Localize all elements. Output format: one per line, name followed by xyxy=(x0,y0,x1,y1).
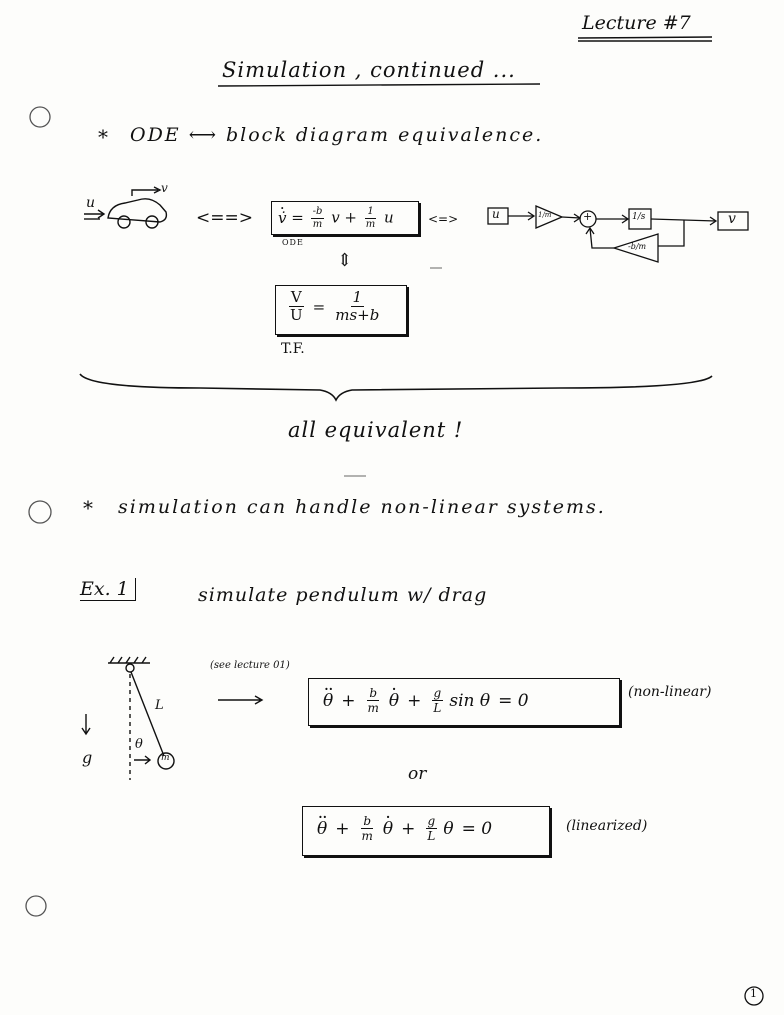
block-input-label: u xyxy=(492,207,500,221)
or-text: or xyxy=(408,764,427,784)
gravity-label: g xyxy=(82,748,93,767)
example-text: simulate pendulum w/ drag xyxy=(198,584,488,606)
binder-hole-2 xyxy=(29,501,51,523)
example-label: Ex. 1 xyxy=(80,578,136,601)
equiv-arrow-1: <==> xyxy=(196,208,253,228)
page-number: 1 xyxy=(750,987,757,1000)
frac-g-l: $\frac{g}{L}$ xyxy=(433,686,442,715)
equivalence-brace xyxy=(80,374,712,400)
nonlinear-label: (non-linear) xyxy=(628,684,712,700)
ode-equation xyxy=(278,207,394,230)
ode-frac-2: $\frac{1}{m}$ xyxy=(365,206,376,230)
linear-equation-box xyxy=(302,806,550,856)
sin-theta: sin θ xyxy=(449,690,491,711)
ode-frac-1: $\frac{-b}{m}$ xyxy=(312,206,323,230)
ode-v-term: v + xyxy=(331,208,357,227)
tf-lhs: $\frac{V}{U}$ xyxy=(290,288,303,324)
ode-u-term: u xyxy=(384,208,394,227)
equals-zero: = 0 xyxy=(498,690,529,711)
car-velocity-label: v xyxy=(161,181,168,195)
block-output-label: v xyxy=(728,211,736,227)
bullet-2: * xyxy=(83,496,93,520)
block-diagram xyxy=(488,206,748,262)
theta-dot: · θ xyxy=(389,691,399,711)
v-dot: · v̇ xyxy=(278,209,286,227)
binder-hole-3 xyxy=(26,896,46,916)
theta-ddot: ·· θ xyxy=(323,691,333,711)
block-feedback-label: -b/m xyxy=(628,242,647,251)
lecture-underline xyxy=(578,37,712,41)
car-input-label: u xyxy=(86,195,96,211)
tf-equals: = xyxy=(312,297,326,316)
pendulum-sketch xyxy=(82,657,262,780)
frac-g-l: $\frac{g}{L}$ xyxy=(427,814,436,843)
title-underline xyxy=(218,84,540,86)
theta-dot: · θ xyxy=(383,819,393,839)
page-title: Simulation , continued ... xyxy=(222,58,516,82)
angle-label: θ xyxy=(135,737,143,752)
linear-equation: ·· θ + $\frac{b}{m}$ · θ + $\frac{g}{L}$ θ = 0 xyxy=(317,815,492,842)
frac-b-m: $\frac{b}{m}$ xyxy=(361,814,373,843)
car-icon xyxy=(84,187,166,228)
equiv-arrow-vertical: ⇕ xyxy=(337,250,353,271)
equals-zero: = 0 xyxy=(461,818,493,839)
see-lecture-note: (see lecture 01) xyxy=(210,660,290,671)
theta-ddot: ·· θ xyxy=(317,819,327,839)
ode-box xyxy=(271,201,419,235)
equiv-arrow-2: <=> xyxy=(428,212,459,226)
tf-equation xyxy=(286,290,383,323)
ode-equals: = xyxy=(291,208,304,227)
tf-label: T.F. xyxy=(281,341,305,357)
ode-label: ODE xyxy=(282,238,304,247)
block-sum-label: + xyxy=(583,210,593,223)
block-gain-label: 1/m xyxy=(538,211,552,219)
linear-label: (linearized) xyxy=(566,818,648,834)
theta: θ xyxy=(443,818,454,839)
block-integrator-label: 1/s xyxy=(632,212,646,222)
nonlinear-equation-box xyxy=(308,678,620,726)
pendulum-length-label: L xyxy=(155,698,164,713)
bullet-1: * xyxy=(98,125,108,149)
section-1-text: ODE ⟷ block diagram equivalence. xyxy=(130,124,544,146)
all-equivalent-text: all equivalent ! xyxy=(288,418,464,442)
mass-label: m xyxy=(161,753,170,763)
section-2-text: simulation can handle non-linear systems. xyxy=(118,496,606,518)
binder-hole-1 xyxy=(30,107,50,127)
nonlinear-equation: ·· θ + $\frac{b}{m}$ · θ + $\frac{g}{L}$ sin θ = 0 xyxy=(323,687,529,714)
lecture-number: Lecture #7 xyxy=(582,12,691,34)
transfer-function-box xyxy=(275,285,407,335)
tf-rhs: $\frac{1}{ms+b}$ xyxy=(335,288,380,324)
frac-b-m: $\frac{b}{m}$ xyxy=(367,686,379,715)
